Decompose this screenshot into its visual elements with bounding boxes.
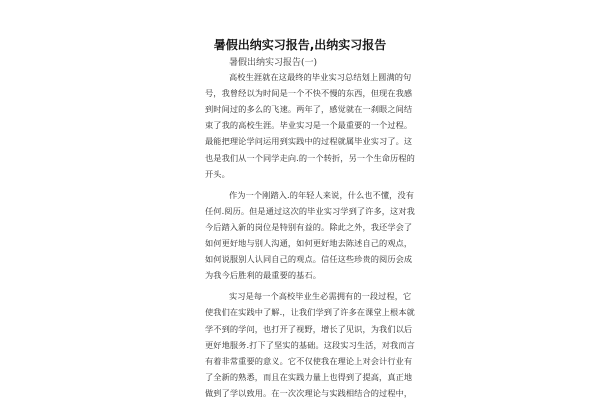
paragraph-line: 为我今后胜利的最重要的基石。 [205,270,322,280]
paragraph-line: 也是我们从一个同学走向.的一个转折，另一个生命历程的 [205,153,415,163]
paragraph-line: 束了我的高校生涯。毕业实习是一个最重要的一个过程。 [205,120,413,130]
paragraph-line: 更好地服务.打下了坚实的基础。这段实习生活，对我而言 [205,340,415,350]
paragraph-line: 今后踏入新的岗位是特别有益的。除此之外，我还学会了 [205,222,413,232]
paragraph-line: 使我们在实践中了解.，让我们学到了许多在课堂上根本就 [205,307,415,317]
paragraph-line: 号，我曾经以为时间是一个不快不慢的东西，但现在我感 [205,88,413,98]
paragraph-line: 任何.阅历。但是通过这次的毕业实习学到了许多，这对我 [205,206,415,216]
paragraph-line: 如何说服别人认同自己的观点。信任这些珍贵的阅历会成 [205,254,413,264]
paragraph-line: 有着非常重要的意义。它不仅使我在理论上对会计行业有 [205,356,413,366]
paragraph-line: 学不到的学问，也打开了视野，增长了见识，为我们以后 [205,324,413,334]
paragraph-line: 了全新的熟悉，而且在实践力量上也得到了提高，真正地 [205,372,413,382]
paragraph-line: 做到了学以致用。在一次次理论与实践相结合的过程中， [205,388,413,398]
paragraph-line: 高校生涯就在这最终的毕业实习总结划上圆满的句 [229,72,412,82]
paragraph-line: 实习是每一个高校毕业生必需拥有的一段过程，它 [229,291,412,301]
paragraph-line: 开头。 [205,169,230,179]
paragraph-line: 到时间过的多么的飞速。两年了，感觉就在一刹眼之间结 [205,104,413,114]
section-heading: 暑假出纳实习报告(一) [229,58,318,68]
paragraph-line: 最能把理论学问运用到实践中的过程就属毕业实习了。这 [205,136,413,146]
paragraph-line: 作为一个刚踏入.的年轻人来说，什么也不懂，没有 [229,190,415,200]
page-title: 暑假出纳实习报告,出纳实习报告 [213,38,387,52]
paragraph-line: 如何更好地与别人沟通，如何更好地去陈述自己的观点， [205,238,413,248]
